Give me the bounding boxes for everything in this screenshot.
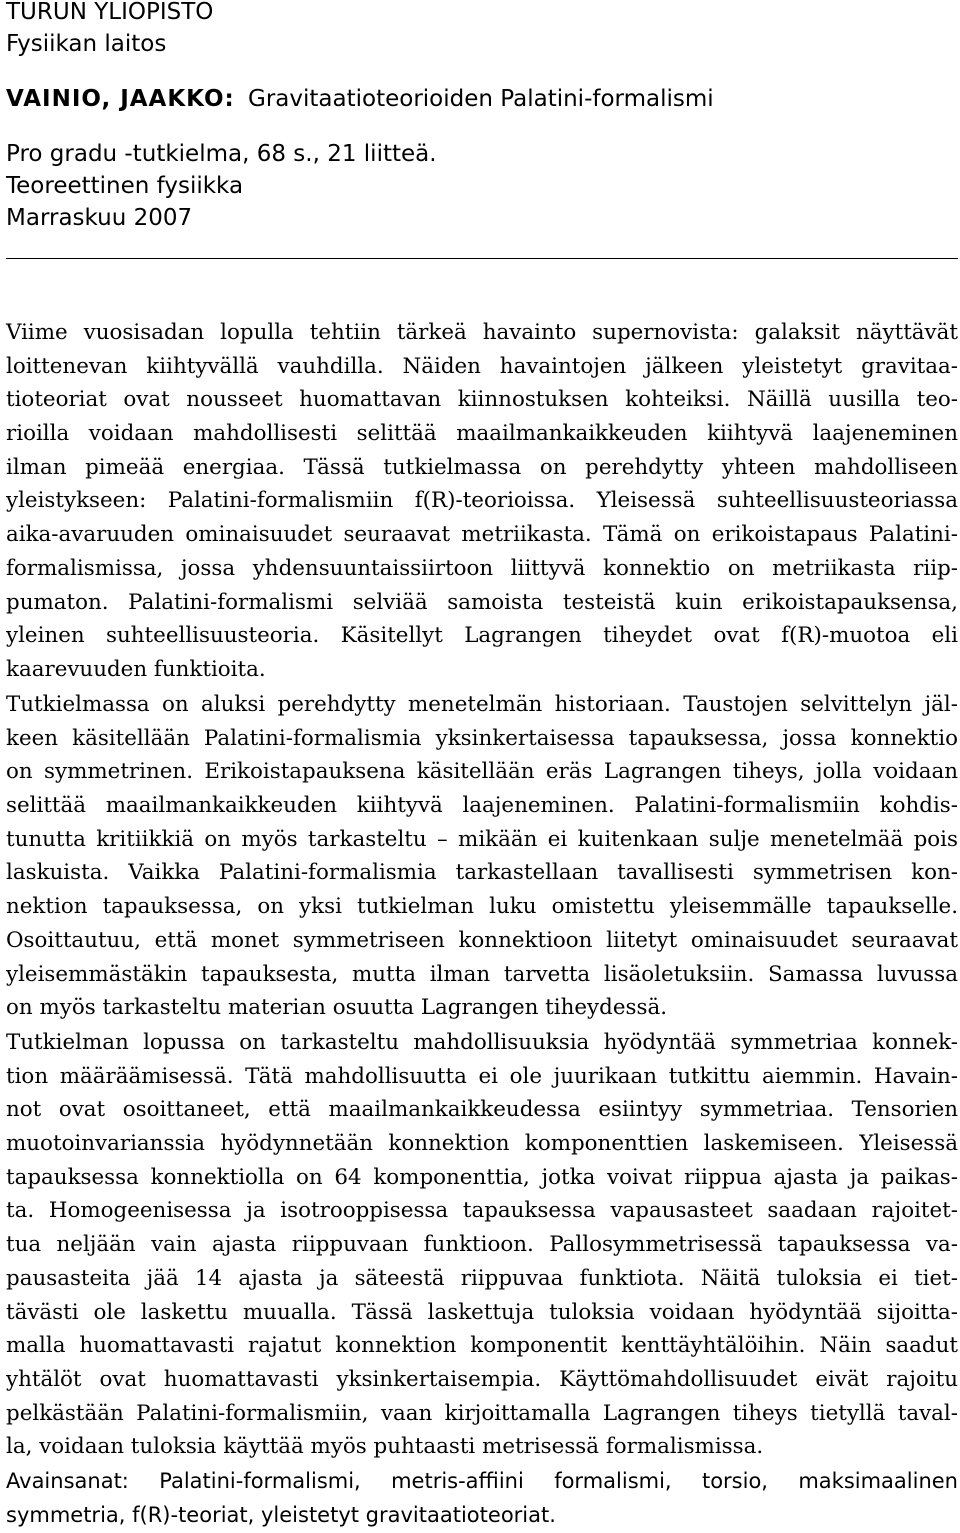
text-line: keen käsitellään Palatini-formalismia yksinkertaisessa tapauksessa, jossa konnektio — [6, 725, 958, 751]
text-line: Tutkielman lopussa on tarkasteltu mahdollisuuksia hyödyntää symmetriaa konnek- — [6, 1030, 958, 1055]
thesis-title: Gravitaatioteorioiden Palatini-formalismi — [248, 86, 714, 112]
text-line: not ovat osoittaneet, että maailmankaikkeudessa esiintyy symmetriaa. Tensorien — [6, 1097, 958, 1123]
text-line: Osoittautuu, että monet symmetriseen konnektioon liitetyt ominaisuudet seuraavat — [6, 927, 958, 953]
text-line: yhtälöt ovat huomattavasti yksinkertaisempia. Käyttömahdollisuudet eivät rajoitu — [6, 1366, 958, 1392]
text-line: nektion tapauksessa, on yksi tutkielman luku omistettu yleisemmälle tapaukselle. — [6, 894, 958, 920]
text-line: malla huomattavasti rajatut konnektion komponentit kenttäyhtälöihin. Näin saadut — [6, 1333, 958, 1359]
department-name: Fysiikan laitos — [6, 31, 167, 57]
text-line: loittenevan kiihtyvällä vauhdilla. Näiden havaintojen jälkeen yleistetyt gravitaa- — [6, 353, 958, 379]
text-line: formalismissa, jossa yhdensuuntaissiirtoon liittyvä konnektio on metriikasta riip- — [6, 555, 958, 581]
text-line: Tutkielmassa on aluksi perehdytty menetelmän historiaan. Taustojen selvittelyn jäl- — [6, 692, 958, 717]
text-line: aika-avaruuden ominaisuudet seuraavat metriikasta. Tämä on erikoistapaus Palatini- — [6, 522, 958, 548]
subject-field: Teoreettinen fysiikka — [6, 173, 244, 199]
text-line: pumaton. Palatini-formalismi selviää samoista testeistä kuin erikoistapauksensa, — [6, 589, 958, 615]
abstract-paragraph-3 — [6, 1026, 958, 1464]
text-line: tioteoriat ovat nousseet huomattavan kiinnostuksen kohteiksi. Näillä uusilla teo- — [6, 387, 958, 413]
text-line: yleisemmästäkin tapauksesta, mutta ilman tarvetta lisäoletuksiin. Samassa luvussa — [6, 961, 958, 987]
author-name: VAINIO, JAAKKO: — [6, 86, 235, 112]
text-line: ilman pimeää energiaa. Tässä tutkielmassa on perehdytty yhteen mahdolliseen — [6, 454, 958, 480]
text-line: tävästi ole laskettu muualla. Tässä laskettuja tuloksia voidaan hyödyntää sijoitta- — [6, 1299, 958, 1325]
abstract-paragraph-1 — [6, 316, 958, 687]
text-line: on myös tarkasteltu materian osuutta Lagrangen tiheydessä. — [6, 995, 667, 1021]
text-line: Viime vuosisadan lopulla tehtiin tärkeä havainto supernovista: galaksit näyttävät — [6, 320, 958, 345]
text-line: muotoinvarianssia hyödynnetään konnektion komponenttien laskemiseen. Yleisessä — [6, 1131, 958, 1157]
text-line: symmetria, f(R)-teoriat, yleistetyt gravitaatioteoriat. — [6, 1502, 556, 1527]
text-line: laskuista. Vaikka Palatini-formalismia tarkastellaan tavallisesti symmetrisen kon- — [6, 860, 958, 886]
thesis-info: Pro gradu -tutkielma, 68 s., 21 liitteä. — [6, 141, 437, 167]
text-line: kaarevuuden funktioita. — [6, 656, 266, 682]
author-title-line — [6, 84, 714, 114]
text-line: selittää maailmankaikkeuden kiihtyvä laajeneminen. Palatini-formalismiin kohdis- — [6, 793, 958, 819]
text-line: ta. Homogeenisessa ja isotrooppisessa tapauksessa vapausasteet saadaan rajoitet- — [6, 1198, 958, 1224]
text-line: tua neljään vain ajasta riippuvaan funktioon. Pallosymmetrisessä tapauksessa va- — [6, 1232, 958, 1258]
text-line: tion määräämisessä. Tätä mahdollisuutta ei ole juurikaan tutkittu aiemmin. Havain- — [6, 1063, 958, 1089]
keywords-paragraph — [6, 1465, 958, 1532]
text-line: tapauksessa konnektiolla on 64 komponenttia, jotka voivat riippua ajasta ja paikas- — [6, 1164, 958, 1190]
text-line: la, voidaan tuloksia käyttää myös puhtaasti metrisessä formalismissa. — [6, 1434, 764, 1460]
thesis-date: Marraskuu 2007 — [6, 205, 193, 231]
text-line: Avainsanat: Palatini-formalismi, metris-affiini formalismi, torsio, maksimaalinen — [6, 1469, 958, 1493]
university-name: TURUN YLIOPISTO — [6, 0, 214, 25]
text-line: rioilla voidaan mahdollisesti selittää maailmankaikkeuden kiihtyvä laajeneminen — [6, 421, 958, 447]
text-line: on symmetrinen. Erikoistapauksena käsitellään eräs Lagrangen tiheys, jolla voidaan — [6, 759, 958, 785]
text-line: pausasteita jää 14 ajasta ja säteestä riippuvaa funktiota. Näitä tuloksia ei tiet- — [6, 1265, 958, 1291]
text-line: yleistykseen: Palatini-formalismiin f(R)-teorioissa. Yleisessä suhteellisuusteoriassa — [6, 488, 958, 514]
text-line: tunutta kritiikkiä on myös tarkasteltu – mikään ei kuitenkaan sulje menetelmää pois — [6, 826, 958, 852]
abstract-paragraph-2 — [6, 688, 958, 1025]
text-line: pelkästään Palatini-formalismiin, vaan kirjoittamalla Lagrangen tiheys tietyllä taval- — [6, 1400, 958, 1426]
header-divider — [6, 258, 958, 259]
text-line: yleinen suhteellisuusteoria. Käsitellyt Lagrangen tiheydet ovat f(R)-muotoa eli — [6, 623, 958, 649]
